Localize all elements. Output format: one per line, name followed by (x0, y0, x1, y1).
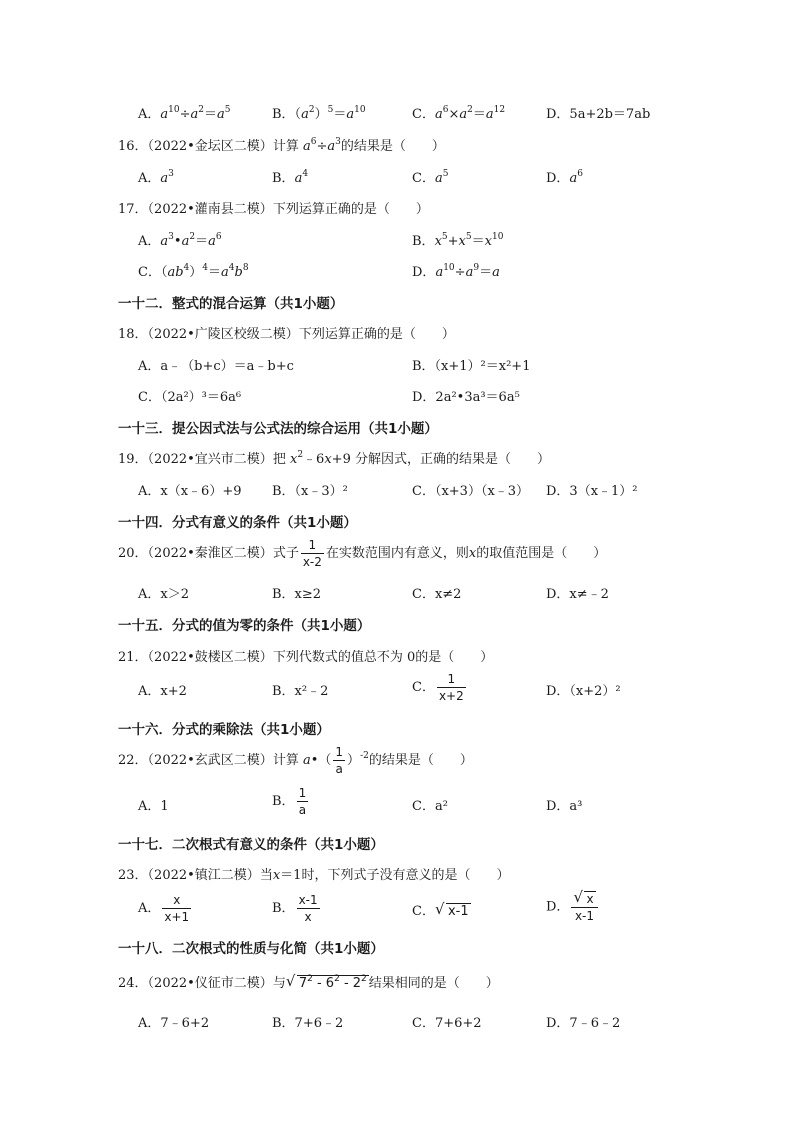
q18-option-b[interactable]: B．（x+1）²＝x²+1 (412, 359, 531, 374)
q15-option-b[interactable]: B．$(a^2)^5=a^{10}$ (272, 105, 366, 122)
question-16-stem: 16．（2022•金坛区二模）计算 $a^6\div a^3$的结果是（ ） (118, 137, 445, 154)
q16-option-a[interactable]: A．$a^3$ (138, 169, 174, 186)
q24-option-b[interactable]: B．7+6﹣2 (272, 1016, 344, 1031)
q17-option-d[interactable]: D．$a^{10}\div a^9=a$ (412, 263, 500, 280)
q16-option-b[interactable]: B．$a^4$ (272, 169, 309, 186)
q15-option-c[interactable]: C．$a^6\times a^2=a^{12}$ (412, 105, 506, 122)
q22-option-c[interactable]: C．a² (412, 799, 448, 814)
q20-option-c[interactable]: C．x≠2 (412, 587, 462, 602)
q20-option-b[interactable]: B．x≥2 (272, 587, 322, 602)
question-20-stem: 20．（2022•秦淮区二模）式子 $\frac{1}{x-2}$ 在实数范围内有意义，则x的取值范围是（ ） (118, 538, 607, 569)
q21-option-d[interactable]: D．（x+2）² (546, 684, 621, 699)
q17-option-b[interactable]: B．$x^5+x^5=x^{10}$ (412, 232, 504, 249)
question-23-stem: 23．（2022•镇江二模）当x＝1时，下列式子没有意义的是（ ） (118, 868, 510, 883)
q21-option-b[interactable]: B．x²﹣2 (272, 684, 329, 699)
q18-option-d[interactable]: D．2a²•3a³＝6a⁵ (412, 390, 520, 405)
q23-option-c[interactable]: C． √ x-1 (412, 900, 469, 919)
section-14-heading: 一十四．分式有意义的条件（共1小题） (118, 515, 357, 531)
q22-option-d[interactable]: D．a³ (546, 799, 583, 814)
radical-expression: √ $7^2 - 6^2 - 2^2$ (285, 972, 367, 991)
q20-option-a[interactable]: A．x＞2 (138, 587, 189, 602)
q18-option-a[interactable]: A．a﹣（b+c）＝a﹣b+c (138, 359, 294, 374)
q23-option-d[interactable]: D． √ x x-1 (546, 891, 600, 923)
question-19-stem: 19．（2022•宜兴市二模）把 $x^2﹣6x+9$ 分解因式，正确的结果是（ ） (118, 450, 550, 467)
q15-option-a[interactable]: A．$a^{10}\div a^2=a^5$ (138, 105, 231, 122)
q19-option-d[interactable]: D．3（x﹣1）² (546, 484, 638, 499)
q22-option-a[interactable]: A．1 (138, 799, 169, 814)
q20-option-d[interactable]: D．x≠﹣2 (546, 587, 609, 602)
question-24-stem: 24．（2022•仪征市二模）与 √ $7^2 - 6^2 - 2^2$ 结果相同的是（ ） (118, 972, 499, 991)
q21-option-c[interactable]: C． $\frac{1}{x+2}$ (412, 672, 464, 703)
section-18-heading: 一十八．二次根式的性质与化简（共1小题） (118, 941, 384, 957)
q22-option-b[interactable]: B． $\frac{1}{a}$ (272, 786, 307, 817)
q24-option-d[interactable]: D．7﹣6﹣2 (546, 1016, 621, 1031)
section-12-heading: 一十二．整式的混合运算（共1小题） (118, 296, 344, 312)
section-17-heading: 一十七．二次根式有意义的条件（共1小题） (118, 837, 384, 853)
q19-option-c[interactable]: C．（x+3）（x﹣3） (412, 484, 530, 499)
q23-option-b[interactable]: B． $\frac{x-1}{x}$ (272, 893, 318, 924)
q19-option-b[interactable]: B．（x﹣3）² (272, 484, 348, 499)
q21-option-a[interactable]: A．x+2 (138, 684, 187, 699)
question-22-stem: 22．（2022•玄武区二模）计算 a•（ $\frac{1}{a}$ ）$^{-2}$的结果是（ ） (118, 745, 473, 776)
question-18-stem: 18．（2022•广陵区校级二模）下列运算正确的是（ ） (118, 327, 455, 342)
q24-option-a[interactable]: A．7﹣6+2 (138, 1016, 210, 1031)
section-13-heading: 一十三．提公因式法与公式法的综合运用（共1小题） (118, 421, 438, 437)
q19-option-a[interactable]: A．x（x﹣6）+9 (138, 484, 242, 499)
fraction-1-over-x-minus-2: $\frac{1}{x-2}$ (302, 538, 322, 569)
q24-option-c[interactable]: C．7+6+2 (412, 1016, 482, 1031)
q17-option-a[interactable]: A．$a^3•a^2=a^6$ (138, 232, 222, 249)
section-16-heading: 一十六．分式的乘除法（共1小题） (118, 722, 330, 738)
q18-option-c[interactable]: C．（2a²）³＝6a⁶ (138, 390, 242, 405)
fraction-1-over-a: $\frac{1}{a}$ (335, 745, 344, 776)
q17-option-c[interactable]: C．$(ab^4)^4=a^4b^8$ (138, 263, 249, 280)
q15-option-d[interactable]: D．5a+2b＝7ab (546, 107, 651, 122)
section-15-heading: 一十五．分式的值为零的条件（共1小题） (118, 618, 371, 634)
q16-option-d[interactable]: D．$a^6$ (546, 169, 583, 186)
q16-option-c[interactable]: C．$a^5$ (412, 169, 449, 186)
question-17-stem: 17．（2022•灌南县二模）下列运算正确的是（ ） (118, 202, 429, 217)
q23-option-a[interactable]: A． $\frac{x}{x+1}$ (138, 893, 190, 924)
question-21-stem: 21．（2022•鼓楼区二模）下列代数式的值总不为 0的是（ ） (118, 650, 494, 665)
